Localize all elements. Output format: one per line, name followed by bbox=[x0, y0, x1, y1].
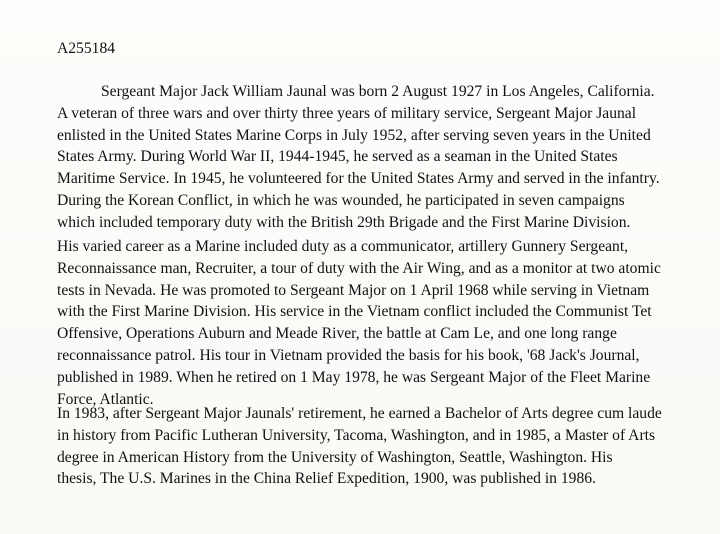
paragraph-line: A veteran of three wars and over thirty three years of military service, Sergeant Major Jaunal bbox=[57, 104, 637, 122]
paragraph-line: thesis, The U.S. Marines in the China Relief Expedition, 1900, was published in 1986. bbox=[57, 470, 596, 488]
paragraph-line: Sergeant Major Jack William Jaunal was born 2 August 1927 in Los Angeles, California. bbox=[101, 83, 655, 100]
paragraph-line: with the First Marine Division. His service in the Vietnam conflict included the Communist Tet bbox=[57, 303, 652, 321]
paragraph-marine-career bbox=[57, 236, 661, 410]
paragraph-line: Reconnaissance man, Recruiter, a tour of duty with the Air Wing, and as a monitor at two atomic bbox=[57, 259, 661, 277]
paragraph-line: States Army. During World War II, 1944-1945, he served as a seaman in the United States bbox=[57, 148, 618, 166]
paragraph-line: Maritime Service. In 1945, he volunteered for the United States Army and served in the infantry. bbox=[57, 170, 660, 188]
paragraph-line: tests in Nevada. He was promoted to Sergeant Major on 1 April 1968 while serving in Vietnam bbox=[57, 281, 650, 299]
paragraph-line: degree in American History from the University of Washington, Seattle, Washington. His bbox=[57, 448, 613, 466]
paragraph-line: During the Korean Conflict, in which he was wounded, he participated in seven campaigns bbox=[57, 191, 625, 209]
paragraph-line: in history from Pacific Lutheran University, Tacoma, Washington, and in 1985, a Master of Arts bbox=[57, 426, 656, 444]
paragraph-education bbox=[57, 403, 662, 490]
document-id: A255184 bbox=[57, 40, 116, 57]
paragraph-line: enlisted in the United States Marine Corps in July 1952, after serving seven years in the United bbox=[57, 126, 651, 144]
paragraph-line: His varied career as a Marine included duty as a communicator, artillery Gunnery Sergeant, bbox=[57, 238, 629, 255]
paragraph-line: published in 1989. When he retired on 1 May 1978, he was Sergeant Major of the Fleet Marine bbox=[57, 368, 651, 386]
paragraph-line: which included temporary duty with the British 29th Brigade and the First Marine Division. bbox=[57, 213, 631, 231]
paragraph-line: In 1983, after Sergeant Major Jaunals' retirement, he earned a Bachelor of Arts degree cum laude bbox=[57, 405, 662, 422]
paragraph-line: reconnaissance patrol. His tour in Vietnam provided the basis for his book, '68 Jack's Journal, bbox=[57, 346, 640, 364]
paragraph-line: Offensive, Operations Auburn and Meade River, the battle at Cam Le, and one long range bbox=[57, 325, 617, 343]
paragraph-line: Force, Atlantic. bbox=[57, 390, 154, 408]
paragraph-biography-intro bbox=[57, 81, 660, 234]
